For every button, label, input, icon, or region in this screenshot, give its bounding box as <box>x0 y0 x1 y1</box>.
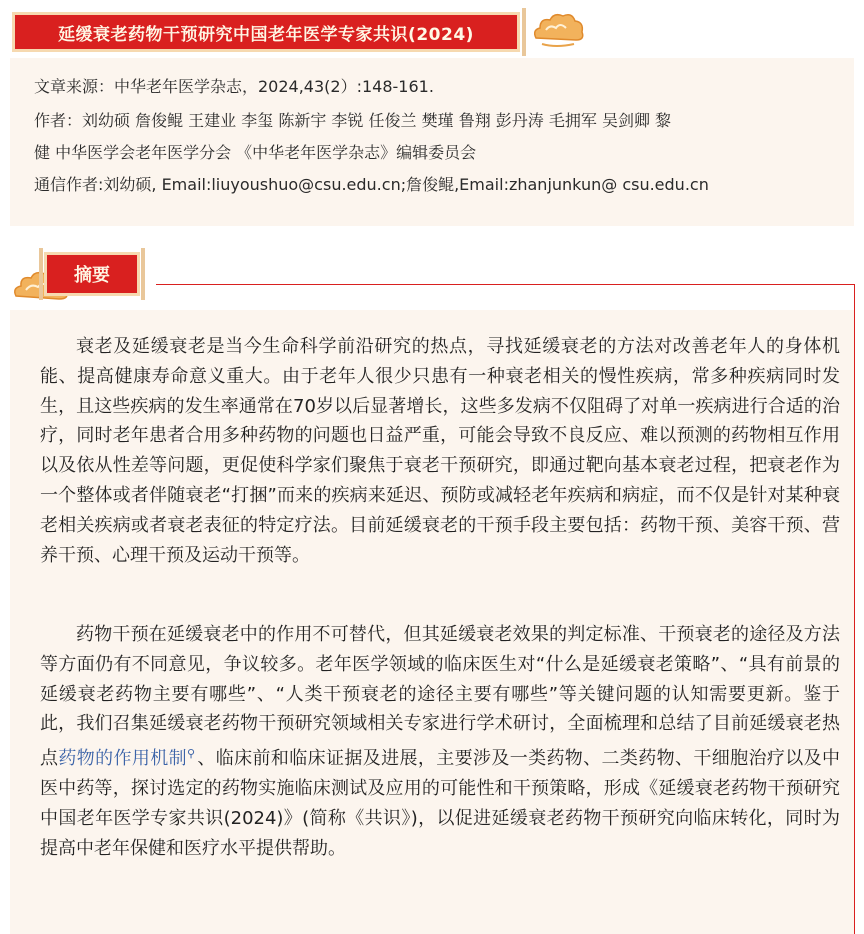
mechanism-link[interactable]: 药物的作用机制 <box>58 748 187 770</box>
auspicious-cloud-icon <box>530 8 586 50</box>
article-correspondence: 通信作者:刘幼硕, Email:liuyoushuo@csu.edu.cn;詹俊鲲,Email:zhanjunkun@ csu.edu.cn <box>34 175 709 194</box>
article-source: 文章来源：中华老年医学杂志，2024,43(2）:148-161. <box>34 77 434 96</box>
article-meta-panel <box>10 58 854 226</box>
abstract-label: 摘要 <box>74 265 110 286</box>
article-authors-line-2: 健 中华医学会老年医学分会 《中华老年医学杂志》编辑委员会 <box>34 143 477 162</box>
article-title-banner <box>12 12 520 52</box>
abstract-paragraph-1: 衰老及延缓衰老是当今生命科学前沿研究的热点，寻找延缓衰老的方法对改善老年人的身体机能、提高健康寿命意义重大。由于老年人很少只患有一种衰老相关的慢性疾病，常多种疾病同时发生，且这些疾病的发生率通常在70岁以后显著增长，这些多发病不仅阻碍了对单一疾病进行合适的治疗，同时老年患者合用多种药物的问题也日益严重，可能会导致不良反应、难以预测的药物相互作用以及依从性差等问题，更促使科学家们聚焦于衰老干预研究，即通过靶向基本衰老过程，把衰老作为一个整体或者伴随衰老“打捆”而来的疾病来延迟、预防或减轻老年疾病和病症，而不仅是针对某种衰老相关疾病或者衰老表征的特定疗法。目前延缓衰老的干预手段主要包括：药物干预、美容干预、营养干预、心理干预及运动干预等。 <box>40 336 840 566</box>
abstract-label-tag <box>44 252 140 296</box>
abstract-paragraph-2-text: 、临床前和临床证据及进展，主要涉及一类药物、二类药物、干细胞治疗以及中医中药等，探讨选定的药物实施临床测试及应用的可能性和干预策略，形成《延缓衰老药物干预研究中国老年医学专家共识(2024)》(简称《共识》)，以促进延缓衰老药物干预研究向临床转化，同时为提高中老年保健和医疗水平提供帮助。 <box>40 748 840 859</box>
abstract-panel <box>10 310 854 934</box>
divider-line <box>854 284 855 934</box>
search-icon[interactable]: ⚲ <box>186 747 196 761</box>
divider-line <box>156 284 855 285</box>
article-authors-line-1: 作者：刘幼硕 詹俊鲲 王建业 李玺 陈新宇 李锐 任俊兰 樊瑾 鲁翔 彭丹涛 毛拥军 吴剑卿 黎 <box>34 111 672 130</box>
abstract-paragraph-2 <box>40 620 840 863</box>
abstract-paragraph-2-text: 药物干预在延缓衰老中的作用不可替代，但其延缓衰老效果的判定标准、干预衰老的途径及方法等方面仍有不同意见，争议较多。老年医学领域的临床医生对“什么是延缓衰老策略”、“具有前景的延缓衰老药物主要有哪些”、“人类干预衰老的途径主要有哪些”等关键问题的认知需要更新。鉴于此，我们召集延缓衰老药物干预研究领域相关专家进行学术研讨，全面梳理和总结了目前延缓衰老热点 <box>40 624 840 770</box>
article-title: 延缓衰老药物干预研究中国老年医学专家共识(2024) <box>58 24 474 45</box>
